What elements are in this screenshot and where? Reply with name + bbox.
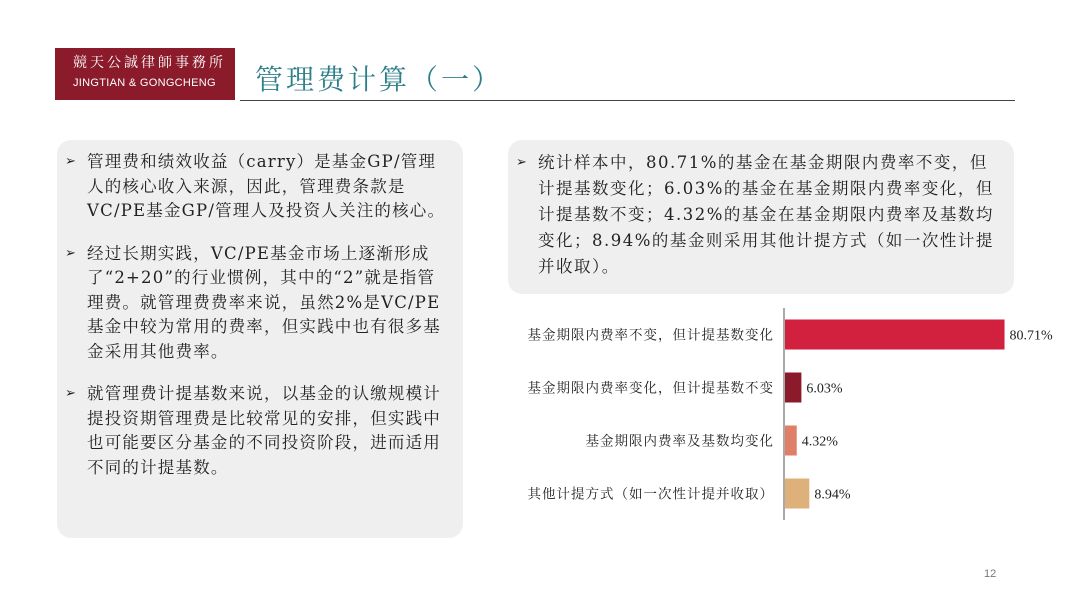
slide-title: 管理费计算（一） bbox=[255, 63, 504, 96]
bar bbox=[785, 320, 1005, 350]
category-label: 其他计提方式（如一次性计提并收取） bbox=[527, 486, 774, 503]
category-label: 基金期限内费率变化，但计提基数不变 bbox=[527, 380, 774, 397]
bar bbox=[785, 479, 809, 509]
bullet-text: 管理费和绩效收益（carry）是基金GP/管理人的核心收入来源，因此，管理费条款是VC/PE基金GP/管理人及投资人关注的核心。 bbox=[87, 152, 446, 220]
data-label: 4.32% bbox=[801, 434, 838, 450]
bullet-text: 就管理费计提基数来说，以基金的认缴规模计提投资期管理费是比较常见的安排，但实践中也可能要区分基金的不同投资阶段，进而适用不同的计提基数。 bbox=[87, 384, 441, 477]
bar bbox=[785, 373, 801, 403]
arrow-bullet-icon: ➢ bbox=[65, 245, 78, 261]
firm-logo-chinese: 競天公誠律師事務所 bbox=[73, 55, 226, 71]
data-label: 6.03% bbox=[806, 381, 843, 397]
arrow-bullet-icon: ➢ bbox=[516, 155, 529, 170]
bullet-text: 统计样本中，80.71%的基金在基金期限内费率不变，但计提基数变化；6.03%的基金在基金期限内费率变化，但计提基数不变；4.32%的基金在基金期限内费率及基数均变化；8.94%的基金则采用其他计提方式（如一次性计提并收取）。 bbox=[538, 153, 994, 276]
data-label: 80.71% bbox=[1009, 328, 1053, 344]
data-label: 8.94% bbox=[814, 487, 851, 503]
category-label: 基金期限内费率不变，但计提基数变化 bbox=[527, 327, 774, 344]
bullet-text: 经过长期实践，VC/PE基金市场上逐渐形成了“2+20”的行业惯例，其中的“2”就是指管理费。就管理费费率来说，虽然2%是VC/PE基金中较为常用的费率，但实践中也有很多基金采用其他费率。 bbox=[87, 243, 441, 361]
page-number: 12 bbox=[984, 568, 997, 580]
firm-logo-english: JINGTIAN & GONGCHENG bbox=[73, 77, 216, 89]
category-label: 基金期限内费率及基数均变化 bbox=[585, 433, 774, 450]
arrow-bullet-icon: ➢ bbox=[65, 154, 78, 169]
arrow-bullet-icon: ➢ bbox=[65, 386, 78, 401]
bar bbox=[785, 426, 797, 456]
